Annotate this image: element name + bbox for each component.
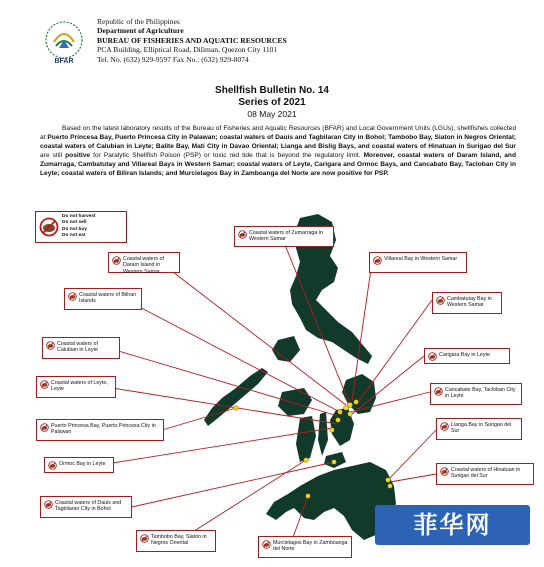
- label-text: Puerto Princesa Bay, Puerto Princesa City in Palawan: [51, 423, 156, 436]
- bulletin-paragraph: [40, 124, 516, 179]
- label-carigara: [424, 348, 510, 364]
- label-text: Coastal waters of Leyte, Leyte: [51, 380, 108, 393]
- no-shellfish-icon: [440, 422, 449, 431]
- legend-item: Do not sell: [62, 220, 87, 226]
- cebu-island: [318, 412, 328, 456]
- label-biliran: [64, 288, 142, 310]
- no-shellfish-icon: [238, 230, 247, 239]
- label-villareal: [369, 252, 467, 273]
- label-hinatuan: [436, 463, 534, 485]
- svg-text:BFAR: BFAR: [54, 58, 74, 65]
- mindoro-island: [272, 336, 300, 362]
- no-shellfish-icon: [440, 467, 449, 476]
- no-shellfish-icon: [262, 540, 271, 549]
- bulletin-series: Series of 2021: [238, 97, 306, 108]
- legend-item: Do not harvest: [62, 214, 96, 219]
- contact-line: Tel. No. (632) 929-9597 Fax No.: (632) 929-8074: [97, 54, 249, 64]
- legend-items: [62, 214, 96, 239]
- label-text: Coastal waters of Calubian in Leyte: [57, 341, 98, 354]
- paragraph-positive-word: positive: [65, 152, 91, 160]
- organization-address: [97, 17, 287, 64]
- no-shellfish-icon: [46, 341, 55, 350]
- paragraph-new-areas: Moreover, coastal waters of Daram Island, and Zumarraga, Cambatutay and Villareal Bays in Western Samar; coastal waters of Leyte, Carigara and Ormoc Bays, and Cancabato Bay, Tacloban City in Leyte; coastal waters of Biliran Islands; and Murcielagos Bay in Zamboanga del Norte are now positive for PSP.: [40, 152, 516, 178]
- no-shellfish-icon: [436, 296, 445, 305]
- label-calubian: [42, 337, 120, 359]
- legend-item: Do not eat: [62, 232, 86, 238]
- label-lianga: [436, 418, 522, 440]
- bulletin-title-block: [0, 85, 544, 120]
- palawan-island: [204, 368, 268, 426]
- address-line: PCA Building, Elliptical Road, Diliman, Quezon City 1101: [97, 45, 278, 55]
- paragraph-positive-areas: Puerto Princesa Bay, Puerto Princesa City in Palawan; coastal waters of Dauis and Tagbilaran City in Bohol; Tambobo Bay, Siaton in Negros Oriental; coastal waters of Calubian in Leyte; Balite Bay, Mati City in Davao Oriental; Lianga and Bislig Bays, and coastal waters of Hinatuan in Surigao del Sur: [40, 134, 516, 151]
- bulletin-date: 08 May 2021: [247, 109, 297, 119]
- no-shellfish-icon: [68, 292, 77, 301]
- label-text: Ormoc Bay in Leyte: [59, 461, 106, 467]
- department-line: Department of Agriculture: [97, 26, 184, 36]
- label-puerto-princesa: [36, 419, 164, 441]
- label-text: Coastal waters of Dauis and Tagbilaran City in Bohol: [55, 500, 122, 513]
- bulletin-title: Shellfish Bulletin No. 14: [215, 85, 329, 96]
- bureau-line: BUREAU OF FISHERIES AND AQUATIC RESOURCES: [97, 35, 287, 45]
- no-shellfish-icon: [434, 387, 443, 396]
- no-shellfish-icon: [428, 352, 437, 361]
- label-ormoc: [44, 457, 114, 473]
- no-shellfish-icon: [112, 256, 121, 265]
- label-text: Coastal waters of Zumarraga in Western Samar: [249, 230, 323, 243]
- label-cambatutay: [432, 292, 502, 314]
- label-zumarraga: [234, 226, 334, 247]
- label-daram: [108, 252, 180, 273]
- label-cancabato: [430, 383, 522, 405]
- label-leyte: [36, 376, 116, 398]
- label-text: Coastal waters of Hinatuan in Surigao del Sur: [451, 467, 521, 480]
- label-text: Coastal waters of Biliran Islands: [79, 292, 137, 305]
- republic-line: Republic of the Philippines: [97, 17, 180, 26]
- label-text: Murcielagos Bay in Zamboanga del Norte: [273, 540, 348, 553]
- no-shellfish-icon: [40, 423, 49, 432]
- label-tambobo: [136, 530, 216, 552]
- label-text: Tambobo Bay, Siaton in Negros Oriental: [151, 534, 207, 547]
- label-dauis: [40, 496, 132, 518]
- no-shellfish-icon: [140, 534, 149, 543]
- panay-island: [278, 388, 312, 416]
- label-text: Lianga Bay in Surigao del Sur: [451, 422, 512, 435]
- site-watermark: 菲华网: [375, 505, 530, 545]
- label-text: Cancabato Bay, Tacloban City in Leyte: [445, 387, 516, 400]
- label-text: Villareal Bay in Western Samar: [384, 256, 458, 262]
- no-shellfish-icon: [373, 256, 382, 265]
- no-shellfish-icon: [44, 500, 53, 509]
- label-text: Coastal waters of Daram Island in Western Samar: [123, 256, 164, 275]
- paragraph-text-1: Based on the latest laboratory results of the Bureau of Fisheries and Aquatic Resources (BFAR) and Local Government Units (LGUs), shellfishes collected at: [40, 125, 516, 142]
- paragraph-text-3: for Paralytic Shellfish Poison (PSP) or toxic red tide that is beyond the regulatory limit.: [90, 152, 364, 160]
- paragraph-text-2: are still: [40, 152, 66, 160]
- negros-island: [296, 416, 316, 462]
- label-text: Carigara Bay in Leyte: [439, 352, 490, 358]
- legend-item: Do not buy: [62, 226, 88, 232]
- no-shellfish-icon: [48, 461, 57, 470]
- letterhead: [0, 0, 544, 80]
- label-text: Cambatutay Bay in Western Samar: [447, 296, 492, 309]
- no-shellfish-icon: [39, 217, 59, 237]
- landmass: [204, 214, 396, 540]
- no-shellfish-icon: [40, 380, 49, 389]
- bfar-logo-icon: [40, 18, 88, 66]
- legend: [35, 211, 127, 243]
- label-murcielagos: [258, 536, 352, 558]
